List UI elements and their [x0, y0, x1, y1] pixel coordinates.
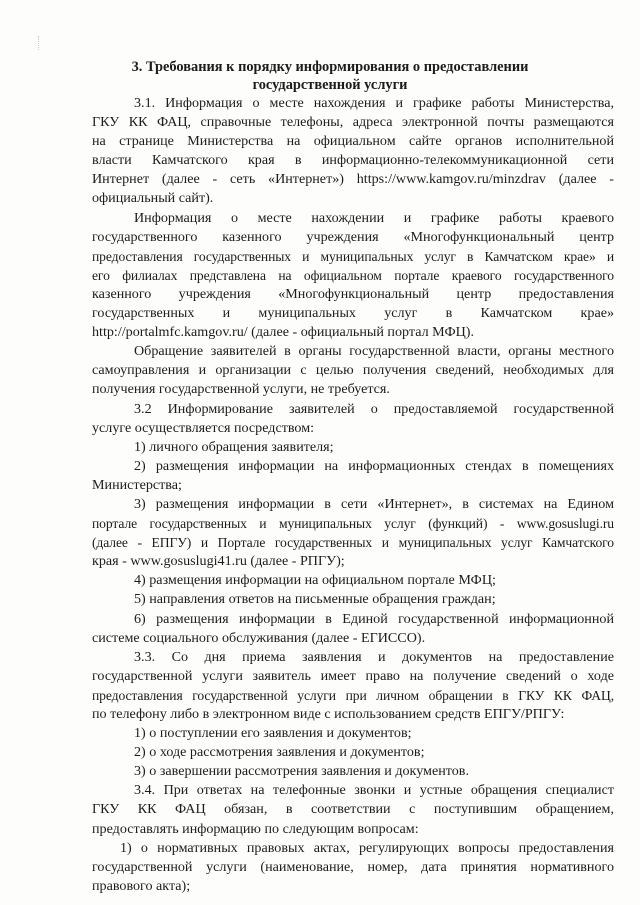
text-line: государственной услуги (наименование, номер, дата принятия нормативного [92, 858, 614, 875]
text-line: ГКУ КК ФАЦ, справочные телефоны, адреса электронной почты размещаются [92, 114, 614, 131]
text-line: 3.2 Информирование заявителей о предоставляемой государственной [134, 400, 614, 417]
text-line: получения государственной услуги, не требуется. [92, 381, 390, 398]
text-line: 3.1. Информация о месте нахождения и графике работы Министерства, [134, 95, 614, 111]
text-line: на странице Министерства на официальном сайте органов исполнительной [92, 133, 614, 150]
text-line: официальный сайт). [92, 190, 214, 207]
text-line: государственного казенного учреждения «Многофункциональный центр [92, 228, 614, 245]
text-line: предоставления государственной услуги при личном обращении в ГКУ КК ФАЦ, [92, 687, 614, 703]
text-line: http://portalmfc.kamgov.ru/ (далее - официальный портал МФЦ). [92, 324, 475, 341]
text-line: предоставлять информацию по следующим вопросам: [92, 820, 419, 837]
text-line: 1) личного обращения заявителя; [134, 438, 334, 455]
text-line: предоставления государственных и муниципальных услуг в Камчатском крае» и [92, 248, 614, 264]
text-line: 6) размещения информации в Единой государственной информационной [134, 610, 614, 627]
text-line: его филиалах представлена на официальном портале краевого государственного [92, 267, 614, 283]
text-line: 1) о нормативных правовых актах, регулирующих вопросы предоставления [120, 839, 614, 856]
section-title-line-2: государственной услуги [252, 77, 408, 93]
text-line: по телефону либо в электронном виде с использованием средств ЕПГУ/РПГУ: [92, 706, 565, 722]
text-line: услуге осуществляется посредством: [92, 419, 315, 436]
section-title-line-1: 3. Требования к порядку информирования о предоставлении [131, 59, 529, 75]
text-line: края - www.gosuslugi41.ru (далее - РПГУ); [92, 553, 345, 570]
section-heading [90, 58, 570, 94]
text-line: 1) о поступлении его заявления и документов; [134, 725, 412, 742]
text-line: ГКУ КК ФАЦ обязан, в соответствии с поступившим обращением, [92, 801, 614, 818]
text-line: 3.4. При ответах на телефонные звонки и устные обращения специалист [134, 782, 614, 799]
text-line: портале государственных и муниципальных услуг (функций) - www.gosuslugi.ru [92, 516, 614, 532]
text-line: Информация о месте нахождении и графике работы краевого [134, 209, 614, 226]
text-line: системе социального обслуживания (далее - ЕГИССО). [92, 629, 426, 646]
text-line: казенного учреждения «Многофункциональный центр предоставления [92, 285, 614, 302]
text-line: Обращение заявителей в органы государственной власти, органы местного [134, 343, 614, 360]
text-line: 3.3. Со дня приема заявления и документов на предоставление [134, 648, 614, 665]
text-line: государственной услуги заявитель имеет право на получение сведений о ходе [92, 667, 614, 684]
text-line: правового акта); [92, 877, 191, 894]
document-body [92, 94, 614, 896]
text-line: 4) размещения информации на официальном портале МФЦ; [134, 572, 496, 589]
text-line: 2) о ходе рассмотрения заявления и документов; [134, 744, 425, 761]
text-line: 3) о завершении рассмотрения заявления и документов. [134, 763, 469, 780]
scan-artifact [38, 36, 45, 50]
text-line: 2) размещения информации на информационных стендах в помещениях [134, 457, 614, 474]
text-line: власти Камчатского края в информационно-телекоммуникационной сети [92, 152, 614, 169]
text-line: самоуправления и организации с целью получения сведений, необходимых для [92, 362, 614, 379]
text-line: Министерства; [92, 476, 182, 493]
text-line: 5) направления ответов на письменные обращения граждан; [134, 591, 496, 608]
text-line: (далее - ЕПГУ) и Портале государственных и муниципальных услуг Камчатского [92, 535, 614, 551]
text-line: 3) размещения информации в сети «Интернет», в системах на Едином [134, 495, 614, 512]
text-line: Интернет (далее - сеть «Интернет») https://www.kamgov.ru/minzdrav (далее - [92, 171, 614, 188]
text-line: государственных и муниципальных услуг в Камчатском крае» [92, 305, 614, 322]
